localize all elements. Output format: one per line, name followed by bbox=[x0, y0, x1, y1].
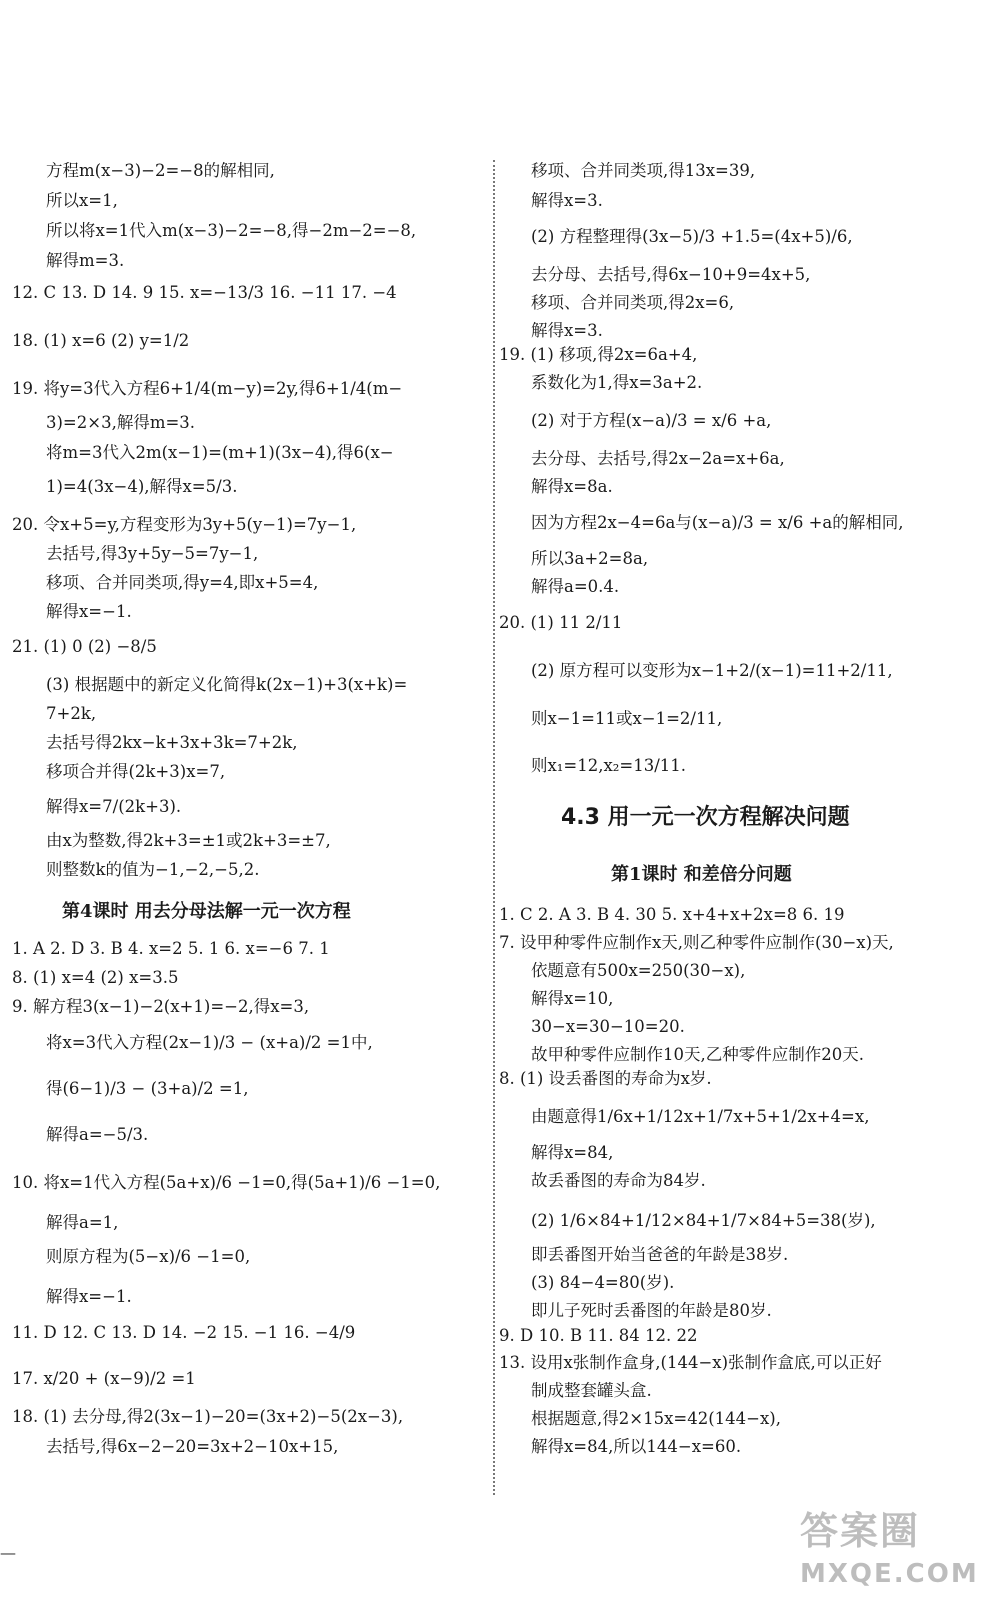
answer-line: 19. 将y=3代入方程6+1/4(m−y)=2y,得6+1/4(m− bbox=[12, 379, 403, 398]
text-line: 则原方程为(5−x)/6 −1=0, bbox=[46, 1247, 251, 1266]
watermark-line2: MXQE.COM bbox=[800, 1559, 979, 1589]
text-line: 解得x=3. bbox=[531, 191, 603, 210]
text-line: 移项、合并同类项,得2x=6, bbox=[531, 293, 735, 312]
text-line: 解得a=1, bbox=[46, 1213, 119, 1232]
text-line: 由x为整数,得2k+3=±1或2k+3=±7, bbox=[46, 831, 331, 850]
text-line: 解得a=−5/3. bbox=[46, 1125, 149, 1144]
answer-line: 13. 设用x张制作盒身,(144−x)张制作盒底,可以正好 bbox=[499, 1353, 882, 1372]
text-line: 故甲种零件应制作10天,乙种零件应制作20天. bbox=[531, 1045, 864, 1064]
text-line: 由题意得1/6x+1/12x+1/7x+5+1/2x+4=x, bbox=[531, 1107, 870, 1126]
text-line: 解得m=3. bbox=[46, 251, 125, 270]
text-line: 去分母、去括号,得2x−2a=x+6a, bbox=[531, 449, 785, 468]
answer-line: 8. (1) 设丢番图的寿命为x岁. bbox=[499, 1069, 712, 1088]
answer-line: 12. C 13. D 14. 9 15. x=−13/3 16. −11 17. −4 bbox=[12, 283, 397, 302]
text-line: 3)=2×3,解得m=3. bbox=[46, 413, 196, 432]
answer-line: 1. A 2. D 3. B 4. x=2 5. 1 6. x=−6 7. 1 bbox=[12, 939, 330, 958]
text-line: 解得x=84, bbox=[531, 1143, 614, 1162]
text-line: 得(6−1)/3 − (3+a)/2 =1, bbox=[46, 1079, 249, 1098]
text-line: 即儿子死时丢番图的年龄是80岁. bbox=[531, 1301, 772, 1320]
answer-line: 7. 设甲种零件应制作x天,则乙种零件应制作(30−x)天, bbox=[499, 933, 894, 952]
answer-line: 18. (1) 去分母,得2(3x−1)−20=(3x+2)−5(2x−3), bbox=[12, 1407, 404, 1426]
answer-line: 20. (1) 11 2/11 bbox=[499, 613, 623, 632]
text-line: 所以3a+2=8a, bbox=[531, 549, 649, 568]
text-line: 移项合并得(2k+3)x=7, bbox=[46, 762, 226, 781]
answer-line: 1. C 2. A 3. B 4. 30 5. x+4+x+2x=8 6. 19 bbox=[499, 905, 845, 924]
text-line: 移项、合并同类项,得13x=39, bbox=[531, 161, 756, 180]
lesson-title: 第1课时 和差倍分问题 bbox=[611, 864, 792, 885]
text-line: 则整数k的值为−1,−2,−5,2. bbox=[46, 860, 260, 879]
answer-line: 8. (1) x=4 (2) x=3.5 bbox=[12, 968, 179, 987]
answer-line: 9. D 10. B 11. 84 12. 22 bbox=[499, 1326, 698, 1345]
text-line: 则x−1=11或x−1=2/11, bbox=[531, 709, 723, 728]
text-line: 移项、合并同类项,得y=4,即x+5=4, bbox=[46, 573, 319, 592]
answer-line: 9. 解方程3(x−1)−2(x+1)=−2,得x=3, bbox=[12, 997, 310, 1016]
page-mark: — bbox=[0, 1543, 16, 1562]
section-title: 4.3 用一元一次方程解决问题 bbox=[561, 805, 850, 830]
text-line: 去括号,得3y+5y−5=7y−1, bbox=[46, 544, 259, 563]
text-line: 解得x=7/(2k+3). bbox=[46, 797, 182, 816]
text-line: 方程m(x−3)−2=−8的解相同, bbox=[46, 161, 275, 180]
text-line: 去括号,得6x−2−20=3x+2−10x+15, bbox=[46, 1437, 339, 1456]
answer-line: 21. (1) 0 (2) −8/5 bbox=[12, 637, 157, 656]
column-divider bbox=[493, 160, 495, 1495]
text-line: (2) 方程整理得(3x−5)/3 +1.5=(4x+5)/6, bbox=[531, 227, 853, 246]
text-line: 解得x=10, bbox=[531, 989, 614, 1008]
text-line: 所以将x=1代入m(x−3)−2=−8,得−2m−2=−8, bbox=[46, 221, 417, 240]
text-line: 将m=3代入2m(x−1)=(m+1)(3x−4),得6(x− bbox=[46, 443, 394, 462]
answer-line: 18. (1) x=6 (2) y=1/2 bbox=[12, 331, 190, 350]
text-line: (3) 84−4=80(岁). bbox=[531, 1273, 675, 1292]
watermark-logo bbox=[800, 1500, 990, 1595]
text-line: (2) 1/6×84+1/12×84+1/7×84+5=38(岁), bbox=[531, 1211, 876, 1230]
text-line: 故丢番图的寿命为84岁. bbox=[531, 1171, 706, 1190]
answer-line: 11. D 12. C 13. D 14. −2 15. −1 16. −4/9 bbox=[12, 1323, 356, 1342]
text-line: (3) 根据题中的新定义化简得k(2x−1)+3(x+k)= bbox=[46, 675, 408, 694]
text-line: (2) 原方程可以变形为x−1+2/(x−1)=11+2/11, bbox=[531, 661, 893, 680]
text-line: 根据题意,得2×15x=42(144−x), bbox=[531, 1409, 781, 1428]
text-line: 解得x=84,所以144−x=60. bbox=[531, 1437, 742, 1456]
text-line: 解得x=3. bbox=[531, 321, 603, 340]
text-line: 解得a=0.4. bbox=[531, 577, 620, 596]
text-line: 去括号得2kx−k+3x+3k=7+2k, bbox=[46, 733, 298, 752]
text-line: 1)=4(3x−4),解得x=5/3. bbox=[46, 477, 238, 496]
text-line: 解得x=−1. bbox=[46, 602, 132, 621]
answer-line: 17. x/20 + (x−9)/2 =1 bbox=[12, 1369, 196, 1388]
text-line: 将x=3代入方程(2x−1)/3 − (x+a)/2 =1中, bbox=[46, 1033, 373, 1052]
watermark-line1: 答案圈 bbox=[800, 1509, 921, 1553]
text-line: (2) 对于方程(x−a)/3 = x/6 +a, bbox=[531, 411, 772, 430]
lesson-title: 第4课时 用去分母法解一元一次方程 bbox=[62, 901, 351, 922]
text-line: 30−x=30−10=20. bbox=[531, 1017, 685, 1036]
text-line: 解得x=8a. bbox=[531, 477, 613, 496]
text-line: 制成整套罐头盒. bbox=[531, 1381, 652, 1400]
text-line: 即丢番图开始当爸爸的年龄是38岁. bbox=[531, 1245, 789, 1264]
answer-line: 20. 令x+5=y,方程变形为3y+5(y−1)=7y−1, bbox=[12, 515, 357, 534]
text-line: 系数化为1,得x=3a+2. bbox=[531, 373, 703, 392]
answer-line: 10. 将x=1代入方程(5a+x)/6 −1=0,得(5a+1)/6 −1=0, bbox=[12, 1173, 441, 1192]
text-line: 去分母、去括号,得6x−10+9=4x+5, bbox=[531, 265, 811, 284]
text-line: 所以x=1, bbox=[46, 191, 118, 210]
text-line: 因为方程2x−4=6a与(x−a)/3 = x/6 +a的解相同, bbox=[531, 513, 904, 532]
text-line: 则x₁=12,x₂=13/11. bbox=[531, 756, 687, 775]
text-line: 解得x=−1. bbox=[46, 1287, 132, 1306]
text-line: 7+2k, bbox=[46, 704, 97, 723]
text-line: 依题意有500x=250(30−x), bbox=[531, 961, 746, 980]
answer-line: 19. (1) 移项,得2x=6a+4, bbox=[499, 345, 698, 364]
